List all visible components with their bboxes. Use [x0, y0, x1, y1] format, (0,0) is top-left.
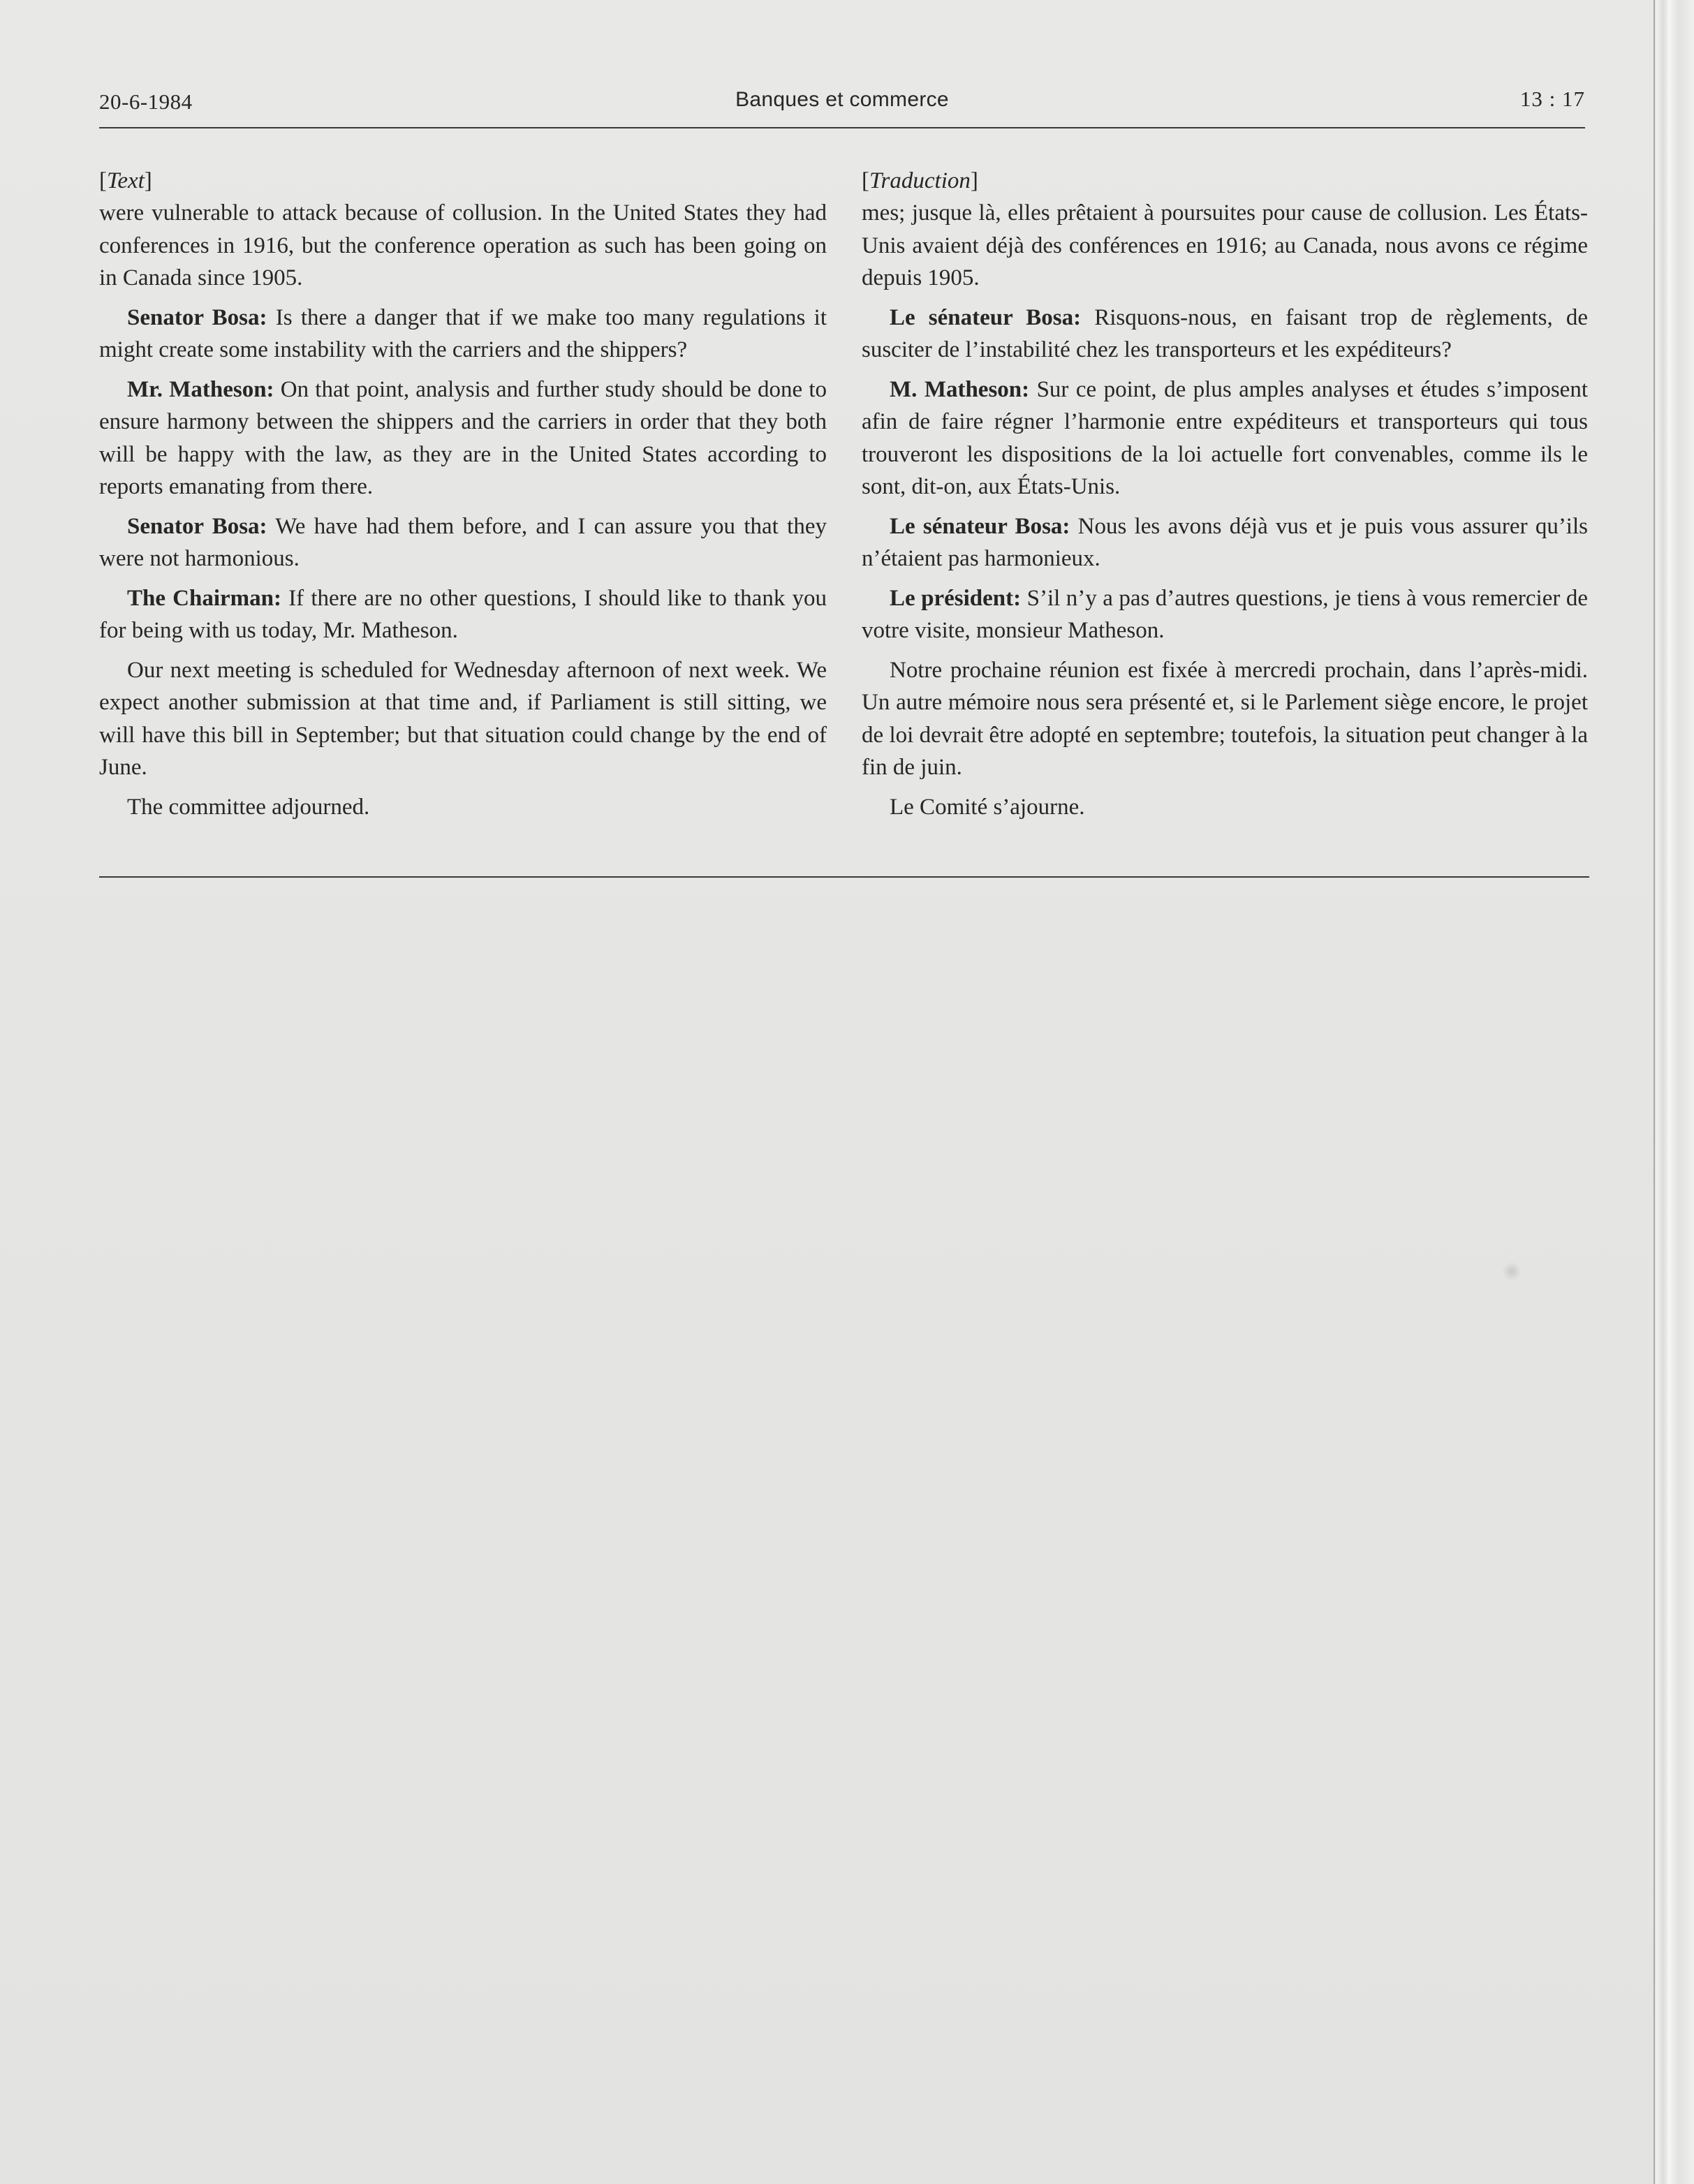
english-paragraph	[99, 302, 827, 367]
speaker-name: Le président:	[890, 585, 1022, 611]
footer-rule	[99, 876, 1589, 878]
speaker-name: The Chairman:	[127, 585, 282, 611]
header-title: Banques et commerce	[735, 88, 949, 111]
paragraph-text: Le Comité s’ajourne.	[890, 794, 1085, 820]
english-paragraph	[99, 654, 827, 784]
speaker-name: Senator Bosa:	[127, 304, 267, 330]
page-edge	[1654, 0, 1694, 2184]
speaker-name: Senator Bosa:	[127, 513, 267, 539]
french-paragraph	[862, 302, 1588, 367]
english-paragraph	[99, 582, 827, 647]
english-column-label: [Text]	[99, 168, 152, 193]
french-paragraph	[862, 510, 1588, 575]
english-paragraph	[99, 510, 827, 575]
paragraph-text: Risquons-nous, en faisant trop de règlements, de susciter de l’instabilité chez les transporteurs et les expéditeurs?	[862, 304, 1588, 362]
english-column	[99, 165, 827, 830]
french-column	[862, 165, 1588, 830]
paragraph-text: On that point, analysis and further study should be done to ensure harmony between the shippers and the carriers in order that they both will be happy with the law, as they are in the United States according to reports emanating from there.	[99, 376, 827, 499]
paragraph-text: mes; jusque là, elles prêtaient à poursuites pour cause de collusion. Les États-Unis avaient déjà des conférences en 1916; au Canada, nous avons ce régime depuis 1905.	[862, 200, 1588, 290]
paragraph-text: We have had them before, and I can assure you that they were not harmonious.	[99, 513, 827, 571]
french-paragraph	[862, 582, 1588, 647]
french-paragraph	[862, 197, 1588, 295]
paragraph-text: If there are no other questions, I should like to thank you for being with us today, Mr. Matheson.	[99, 585, 827, 643]
paragraph-text: Our next meeting is scheduled for Wednesday afternoon of next week. We expect another submission at that time and, if Parliament is still sitting, we will have this bill in September; but that situation could change by the end of June.	[99, 657, 827, 780]
english-paragraph	[99, 197, 827, 295]
paragraph-text: S’il n’y a pas d’autres questions, je tiens à vous remercier de votre visite, monsieur Matheson.	[862, 585, 1588, 643]
french-paragraph	[862, 791, 1588, 824]
english-paragraph	[99, 791, 827, 824]
paragraph-text: Notre prochaine réunion est fixée à mercredi prochain, dans l’après-midi. Un autre mémoire nous sera présenté et, si le Parlement siège encore, le projet de loi devrait être adopté en septembre; toutefois, la situation peut changer à la fin de juin.	[862, 657, 1588, 780]
header-date: 20-6-1984	[99, 89, 193, 114]
french-label-text: Traduction	[869, 168, 971, 193]
english-label-text: Text	[107, 168, 145, 193]
speaker-name: Le sénateur Bosa:	[890, 513, 1070, 539]
english-paragraph	[99, 374, 827, 503]
paper-smudge	[1501, 1262, 1522, 1281]
french-column-label: [Traduction]	[862, 168, 978, 193]
header-page-number: 13 : 17	[1519, 87, 1585, 111]
speaker-name: Le sénateur Bosa:	[890, 304, 1082, 330]
paragraph-text: The committee adjourned.	[127, 794, 370, 820]
speaker-name: M. Matheson:	[890, 376, 1030, 402]
french-paragraph	[862, 654, 1588, 784]
speaker-name: Mr. Matheson:	[127, 376, 274, 402]
header-rule	[99, 127, 1585, 128]
running-header	[99, 87, 1585, 120]
paragraph-text: were vulnerable to attack because of collusion. In the United States they had conferences in 1916, but the conference operation as such has been going on in Canada since 1905.	[99, 200, 827, 290]
paragraph-text: Nous les avons déjà vus et je puis vous assurer qu’ils n’étaient pas harmonieux.	[862, 513, 1588, 571]
paragraph-text: Is there a danger that if we make too many regulations it might create some instability with the carriers and the shippers?	[99, 304, 827, 362]
paragraph-text: Sur ce point, de plus amples analyses et études s’imposent afin de faire régner l’harmonie entre expéditeurs et transporteurs qui tous trouveront les dispositions de la loi actuelle fort convenables, comme ils le sont, dit-on, aux États-Unis.	[862, 376, 1588, 499]
french-paragraph	[862, 374, 1588, 503]
